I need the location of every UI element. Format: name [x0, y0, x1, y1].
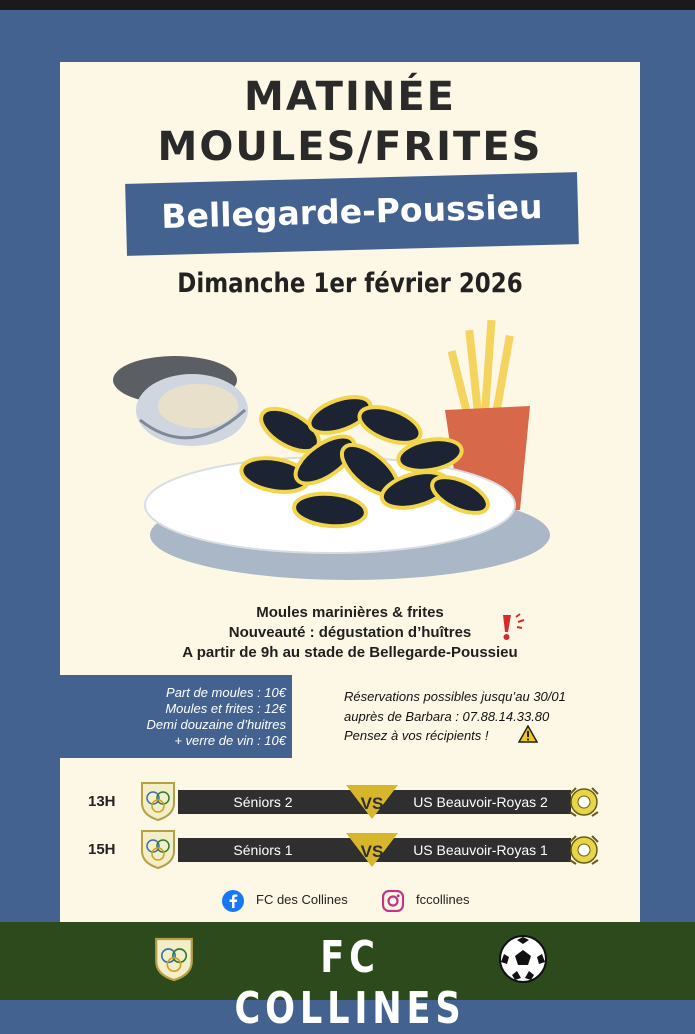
menu-line-3: A partir de 9h au stade de Bellegarde-Poussieu — [182, 644, 518, 661]
football-icon — [498, 934, 548, 984]
away-team: US Beauvoir-Royas 2 — [413, 794, 548, 810]
match-time: 13H — [88, 793, 116, 810]
reservation-info — [292, 675, 640, 758]
footer-bar — [0, 922, 695, 1034]
reservation-line-1: Réservations possibles jusqu’au 30/01 — [344, 689, 566, 704]
price-list — [60, 675, 292, 758]
oyster-icon — [113, 356, 248, 446]
menu-line-2: Nouveauté : dégustation d’huîtres — [228, 624, 472, 641]
top-border — [0, 0, 695, 10]
away-team: US Beauvoir-Royas 1 — [413, 842, 548, 858]
event-date: Dimanche 1er février 2026 — [177, 268, 523, 299]
location-text: Bellegarde-Poussieu — [160, 187, 543, 236]
vs-label: VS — [360, 794, 384, 813]
reservation-line-3: Pensez à vos récipients ! — [344, 728, 489, 743]
vs-badge — [346, 833, 398, 867]
club-name: FC COLLINES — [234, 932, 466, 1034]
opponent-crest-icon — [566, 782, 602, 822]
instagram-icon[interactable] — [382, 890, 404, 912]
price-line-4: + verre de vin : 10€ — [174, 733, 286, 748]
facebook-icon[interactable] — [222, 890, 244, 912]
club-crest-icon — [154, 935, 194, 983]
home-team: Séniors 1 — [233, 842, 293, 858]
club-crest-icon — [140, 829, 176, 869]
title-line-2: MOULES/FRITES — [157, 124, 543, 170]
menu-line-1: Moules marinières & frites — [256, 604, 444, 621]
opponent-crest-icon — [566, 830, 602, 870]
club-crest-icon — [140, 781, 176, 821]
vs-label: VS — [360, 842, 384, 861]
title-line-1: MATINÉE — [244, 74, 456, 120]
exclamation-icon — [497, 613, 527, 641]
warning-icon — [518, 725, 538, 743]
home-team: Séniors 2 — [233, 794, 293, 810]
vs-badge — [346, 785, 398, 819]
price-line-1: Part de moules : 10€ — [166, 685, 286, 700]
price-line-3: Demi douzaine d’huitres — [146, 717, 286, 732]
facebook-link[interactable]: FC des Collines — [256, 892, 348, 907]
reservation-line-2: auprès de Barbara : 07.88.14.33.80 — [344, 709, 550, 724]
match-time: 15H — [88, 841, 116, 858]
food-illustration — [100, 320, 560, 600]
instagram-link[interactable]: fccollines — [416, 892, 470, 907]
location-banner — [125, 172, 579, 256]
price-line-2: Moules et frites : 12€ — [165, 701, 286, 716]
